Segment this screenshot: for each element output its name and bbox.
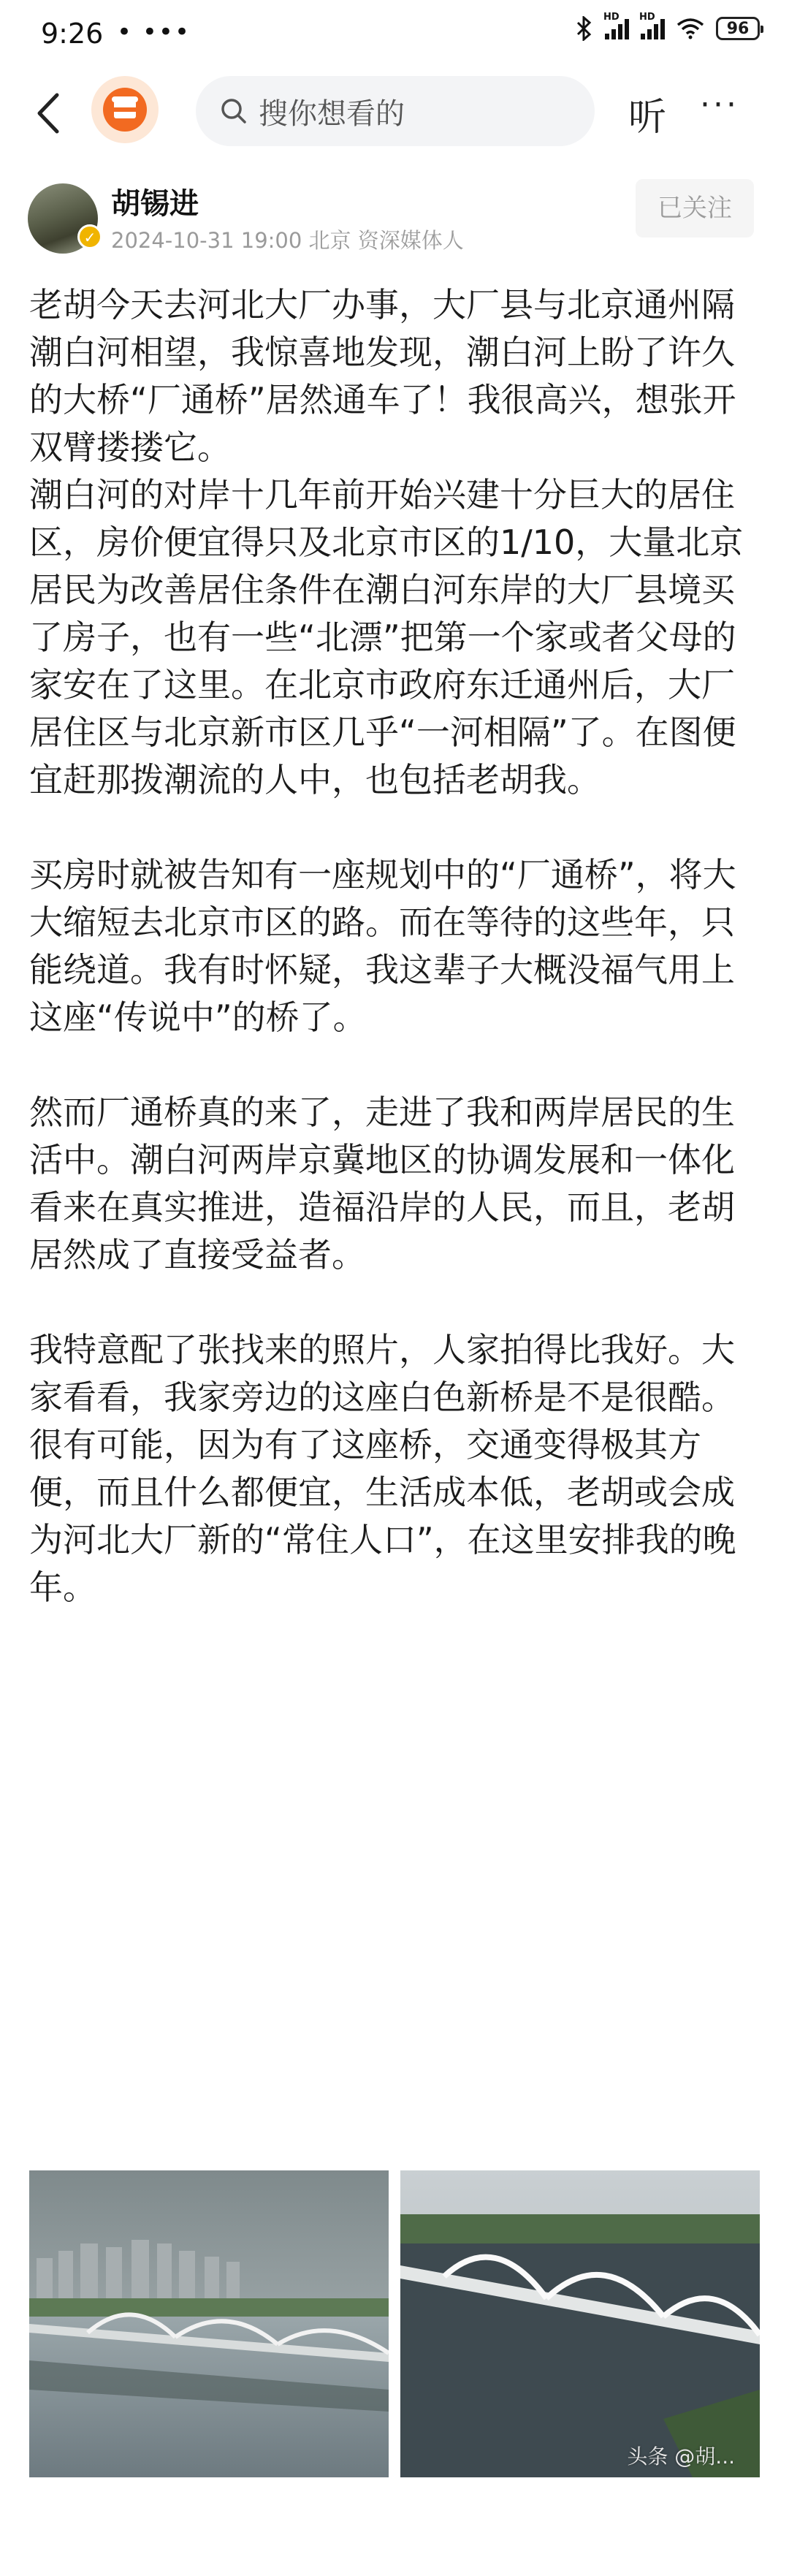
signal-hd-label-2: HD [639, 12, 655, 23]
author-row [0, 179, 789, 267]
search-placeholder: 搜你想看的 [259, 96, 405, 131]
signal-icon-2 [639, 12, 665, 39]
status-time: 9:26 [41, 18, 104, 50]
watermark: 头条 @胡... [627, 2444, 735, 2469]
bridge-photo-left[interactable] [29, 2170, 389, 2477]
app-logo[interactable] [91, 76, 159, 143]
article-body [29, 281, 767, 1611]
nav-bar [0, 73, 789, 153]
status-icons [576, 12, 760, 41]
search-icon [219, 96, 248, 126]
bridge-photo-right[interactable] [400, 2170, 760, 2477]
wifi-icon [676, 18, 704, 39]
photo-grid [29, 2170, 760, 2477]
signal-icon [603, 12, 629, 39]
search-input[interactable] [196, 76, 595, 146]
author-name[interactable]: 胡锡进 [111, 187, 199, 221]
article-paragraph: 潮白河的对岸十几年前开始兴建十分巨大的居住区，房价便宜得只及北京市区的1/10，大量北京居民为改善居住条件在潮白河东岸的大厂县境买了房子，也有一些“北漂”把第一个家或者父母的家安在了这里。在北京市政府东迁通州后，大厂居住区与北京新市区几乎“一河相隔”了。在图便宜赶那拨潮流的人中，也包括老胡我。 [29, 475, 744, 799]
back-arrow-icon[interactable] [28, 89, 72, 137]
article-paragraph: 买房时就被告知有一座规划中的“厂通桥”，将大大缩短去北京市区的路。而在等待的这些年，只能绕道。我有时怀疑，我这辈子大概没福气用上这座“传说中”的桥了。 [29, 855, 736, 1037]
notification-dots: • ••• [117, 18, 191, 47]
follow-button[interactable]: 已关注 [636, 179, 754, 238]
article-paragraph: 然而厂通桥真的来了，走进了我和两岸居民的生活中。潮白河两岸京冀地区的协调发展和一体化看来在真实推进，造福沿岸的人民，而且，老胡居然成了直接受益者。 [29, 1093, 735, 1274]
listen-button[interactable]: 听 [628, 96, 667, 140]
signal-hd-label: HD [603, 12, 620, 23]
bluetooth-icon [576, 16, 593, 41]
battery-icon: 96 [716, 17, 760, 40]
gift-icon [103, 88, 147, 132]
article-paragraph: 老胡今天去河北大厂办事，大厂县与北京通州隔潮白河相望，我惊喜地发现，潮白河上盼了许久的大桥“厂通桥”居然通车了！我很高兴，想张开双臂搂搂它。 [29, 285, 736, 467]
more-button[interactable]: ··· [700, 86, 739, 124]
verified-badge-icon: ✓ [77, 224, 102, 249]
post-meta: 2024-10-31 19:00 北京 资深媒体人 [111, 228, 464, 253]
article-paragraph: 我特意配了张找来的照片，人家拍得比我好。大家看看，我家旁边的这座白色新桥是不是很酷。很有可能，因为有了这座桥，交通变得极其方便，而且什么都便宜，生活成本低，老胡或会成为河北大厂新的“常住人口”，在这里安排我的晚年。 [29, 1330, 736, 1607]
status-bar [0, 0, 789, 73]
